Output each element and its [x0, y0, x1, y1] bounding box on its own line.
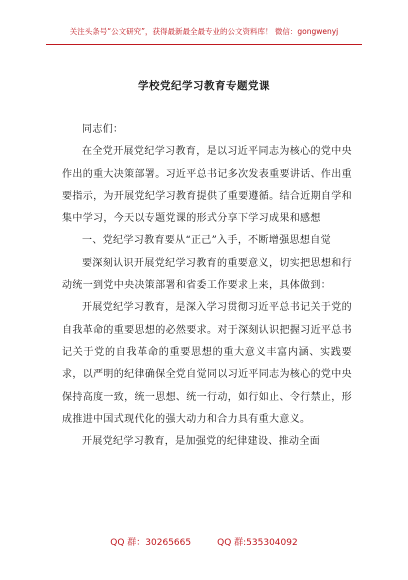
- header-promo-note: 关注头条号“公文研究”，获得最新最全最专业的公文资料库！ 微信：gongwenyj: [69, 27, 339, 36]
- document-body: [62, 119, 352, 453]
- footer-contact: [0, 535, 408, 548]
- section-heading: 一、党纪学习教育要从“正己”入手，不断增强思想自觉: [82, 235, 331, 247]
- body-paragraph: 开展党纪学习教育，是深入学习贯彻习近平总书记关于党的自我革命的重要思想的必然要求。对于深刻认识把握习近平总书记关于党的自我革命的重要思想的重大意义丰富内涵、实践要求，以严明的纪律确保全党自觉同以习近平同志为核心的党中央保持高度一致，统一思想、统一行动，如行如止、令行禁止，形成推进中国式现代化的强大动力和合力具有重大意义。: [62, 302, 352, 425]
- body-paragraph: 要深刻认识开展党纪学习教育的重要意义，切实把思想和行动统一到党中央决策部署和省委工作要求上来，具体做到：: [62, 257, 352, 292]
- body-paragraph: 在全党开展党纪学习教育，是以习近平同志为核心的党中央作出的重大决策部署。习近平总书记多次发表重要讲话、作出重要指示，为开展党纪学习教育提供了重要遵循。结合近期自学和集中学习，今天以专题党课的形式分享下学习成果和感想: [62, 146, 352, 225]
- header-divider: [46, 44, 362, 45]
- body-paragraph: 开展党纪学习教育，是加强党的纪律建设、推动全面: [82, 436, 321, 448]
- footer-qq-group-1: QQ 群：30265665: [110, 538, 192, 548]
- salutation: 同志们：: [82, 124, 124, 135]
- footer-qq-group-2: QQ 群:535304092: [217, 538, 298, 548]
- document-title: 学校党纪学习教育专题党课: [138, 80, 270, 92]
